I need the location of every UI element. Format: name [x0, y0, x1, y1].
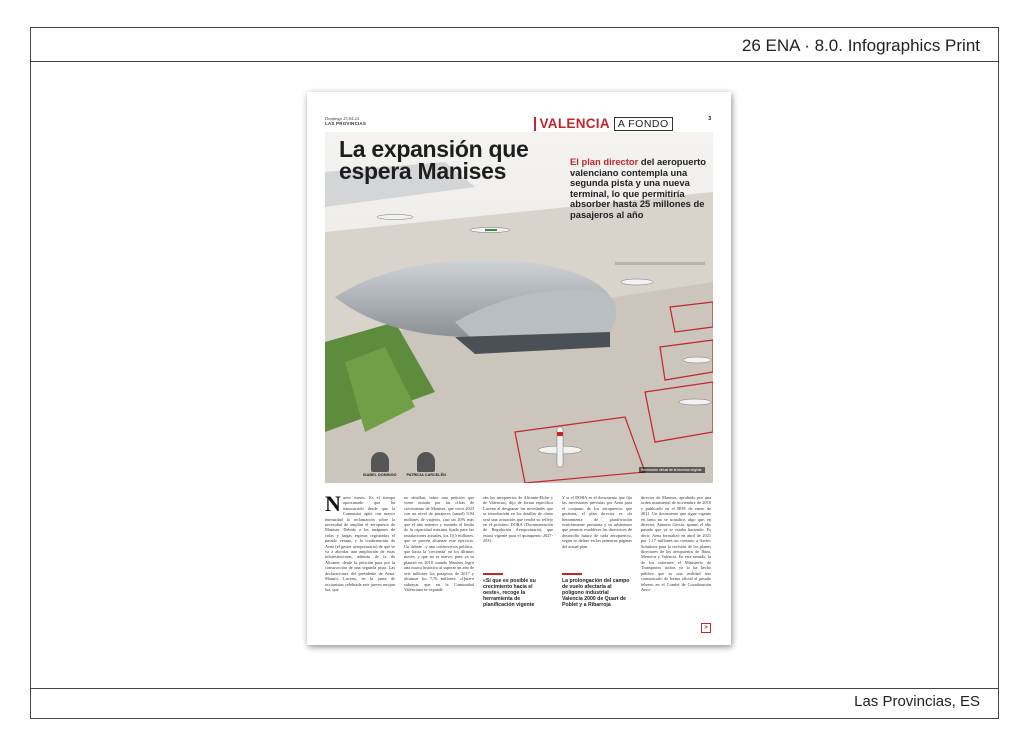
deck-text: del aeropuerto valenciano contempla una segunda pista y una nueva terminal, lo que permitiría absorber hasta 25 millones de pasajeros al año [570, 156, 706, 220]
body-column-2: no detallan, sobre una petición que viene notada por las cifras de crecimiento de Manises, que cerró 2023 con un nivel de pasajeros (anual) 9,94 millones de viajeros, casi un 20% más que el año anterior y rozando el límite de la capacidad máxima fijada para las instalaciones actuales, los 10,5 millones, que se prevén alcanzar este ejercicio. Un debate –y una controversia política– que hasta la 'crecienda' en los últimos meses, y que no es nuevo, pues ya se planteó en 2018 cuando Manises logró una marca histórica al superar un año de seis millones los pasajeros de 2017 y alcanzar los 7,76 millones. «Quiero subrayar que en la Comunidad Valenciana se expandi- [404, 495, 474, 592]
author-name: PATRICIA CARCELÉN [406, 473, 446, 477]
section-subtitle: A FONDO [614, 117, 673, 131]
continue-arrow-icon: > [701, 623, 711, 633]
headline-line-2: espera Manises [339, 158, 507, 184]
author-photo [417, 452, 435, 472]
section-name: VALENCIA [539, 116, 610, 131]
pull-quote-rule [562, 573, 582, 575]
publication-name: LAS PROVINCIAS [325, 121, 367, 126]
headline-line-1: La expansión que [339, 136, 529, 162]
footer-divider [31, 688, 998, 689]
deck [570, 157, 710, 221]
article-body [325, 495, 713, 635]
body-column-3: rán los aeropuertos de Alicante-Elche y de Valencia», dijo de forma específica Lucena al desgranar las novedades que se introducirán en los detalles de cómo será una actuación que tendrá su reflejo en el próximo DORA (Documentación de Regulación Aeroportuaria), que estará vigente para el quinquenio 2027-2031. [483, 495, 553, 544]
headline [339, 138, 528, 182]
footer-source: Las Provincias, ES [854, 693, 980, 710]
body-column-4: Y si el DORA es el documento que fija las inversiones previstas por Aena para el conjunto de los aeropuertos que gestiona, el plan director es «la herramienta de planificación estrictamente portuaria y su urbanismo que permite establecer las directrices de desarrollo futuro de cada aeropuerto», según se define en las primeras páginas del actual plan [562, 495, 632, 549]
pull-quote-text: «Sí que es posible su crecimiento hacia el oeste», recoge la herramienta de planificación vigente [483, 577, 536, 608]
author [363, 452, 396, 477]
masthead [325, 116, 366, 126]
section-header [534, 116, 673, 131]
airport-render-image [325, 132, 713, 483]
page-number: 3 [708, 116, 711, 122]
pull-quote-2 [562, 573, 630, 608]
pull-quote-rule [483, 573, 503, 575]
image-caption: Recreación virtual de la terminal original. [639, 467, 705, 473]
author-name: ISABEL DOMINGO [363, 473, 397, 477]
dropcap: N [325, 495, 341, 516]
deck-lead: El plan director [570, 156, 639, 167]
pull-quote-1 [483, 573, 551, 608]
section-accent-bar [534, 117, 536, 131]
newspaper-page [307, 92, 731, 645]
author [406, 452, 445, 477]
body-column-5: director de Manises, aprobado por una orden ministerial de noviembre de 2010 y publicado en el BOE de enero de 2011. Un documento que sigue vigente en tanto no se actualice, algo que, en director, Antonio García, apuntó el año pasado que ya se estaba haciendo. Es decir, Aena formalizó en abril de 2021 por 1,17 millones un contrato a Aertec Solutions para la revisión de los planes directores de los aeropuertos de Ibiza, Menorca y Valencia. En este sentido, la de los informes el Ministerio de Transportes tachos ya lo ha hecho público que es una realidad tras comunicarlo de forma oficial el pasado febrero en el Comité de Coordinación Aero- [641, 495, 711, 592]
author-bylines [363, 452, 446, 477]
body-column-1 [325, 495, 395, 592]
column-text: ueve meses. Es el tiempo aproximado que ha transcurrido desde que la Comunitat agitó con mayor intensidad la reclamación sobre la necesidad de ampliar el aeropuerto de Manises. Debido a las imágenes de colas y largas esperas registradas el pasado verano, y la confirmación de Aena (el gestor aeroportuario) de que se va a abordar una ampliación de estas infraestructuras, además de la de Alicante, desde la petición para por la construcción de una segunda pista. Las declaraciones del presidente de Aena, Maurici Lucena, en la junta de accionistas celebrada este jueves arrojan luz, que [325, 495, 395, 592]
pull-quote-text: La prolongación del campo de vuelo afectaría al polígono industrial Valencia 2000 de Quart de Poblet y a Ribarroja [562, 577, 630, 608]
header-title: 26 ENA · 8.0. Infographics Print [741, 36, 980, 55]
author-photo [371, 452, 389, 472]
date-line: Domingo 25.04.24 [325, 116, 359, 121]
header-divider [31, 61, 998, 62]
